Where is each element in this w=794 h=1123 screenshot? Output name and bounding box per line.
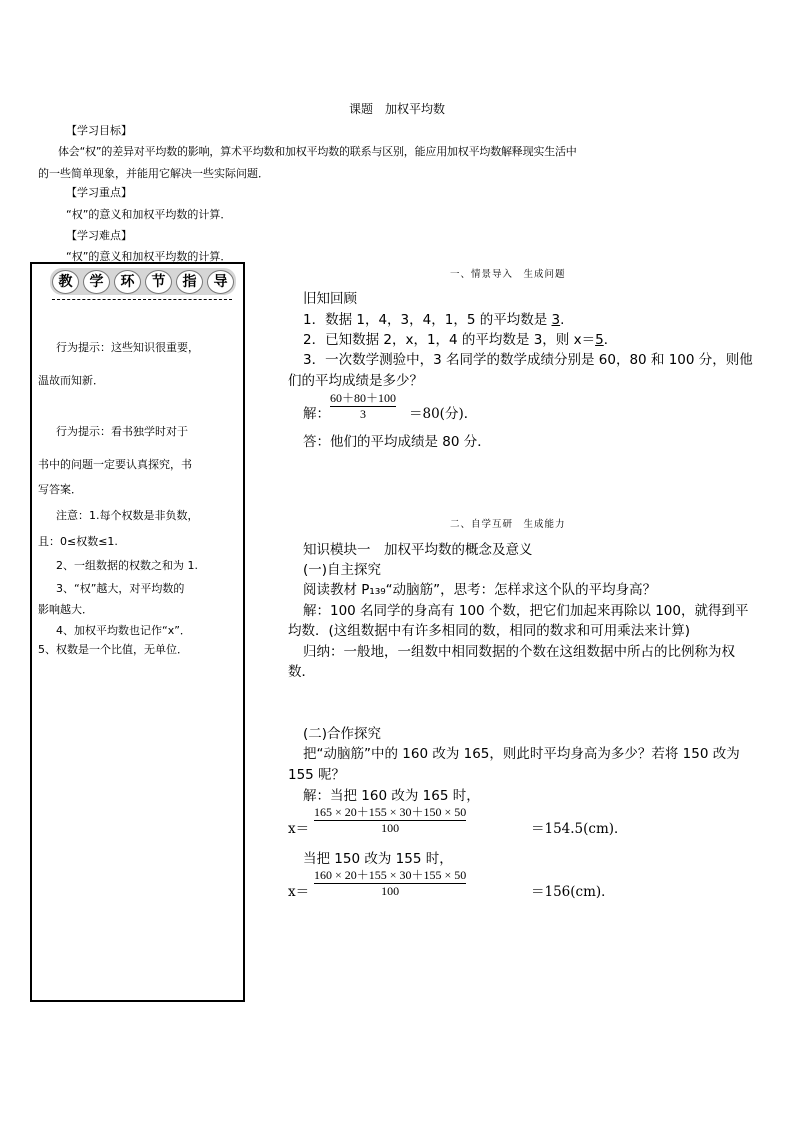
formula2-result: ＝156(cm)． [531,884,615,900]
question-1-answer: 3 [551,312,561,328]
cooperative-solution2: 当把 150 改为 155 时， [303,851,453,867]
formula1-lhs: x＝ [288,821,310,837]
cooperative-line1: 把“动脑筋”中的 160 改为 165，则此时平均身高为多少？若将 150 改为 [303,746,740,762]
formula1-numerator: 165 × 20＋155 × 30＋150 × 50 [314,805,467,819]
formula2-lhs: x＝ [288,884,310,900]
question-3-line2: 们的平均成绩是多少？ [288,373,423,389]
page-title: 课题 加权平均数 [348,102,445,116]
read-instruction: 阅读教材 P₁₃₉“动脑筋”，思考：怎样求这个队的平均身高？ [303,582,657,598]
banner-char: 指 [176,270,203,294]
question-1 [303,308,564,328]
induction-line1: 归纳：一般地，一组数中相同数据的个数在这组数据中所占的比例称为权 [303,644,735,660]
question-3-line1: 3．一次数学测验中，3 名同学的数学成绩分别是 60，80 和 100 分，则他 [303,352,753,368]
banner-char: 环 [114,270,141,294]
section2-heading: 二、自学互研 生成能力 [450,519,566,530]
note4: 4、加权平均数也记作“x”． [56,624,191,637]
tip1-line2: 温故而知新． [38,374,104,387]
question-1-end: . [560,312,565,328]
question-1-text: 1．数据 1，4，3，4，1，5 的平均数是 [303,312,552,328]
banner-char: 导 [207,270,234,294]
note3-line1: 3、“权”越大，对平均数的 [56,582,185,595]
induction-line2: 数． [288,664,315,680]
part2-label: (二)合作探究 [303,726,382,742]
question-2-answer: 5 [595,332,604,348]
question-2-text: 2．已知数据 2，x，1，4 的平均数是 3，则 x＝ [303,332,596,348]
answer-text: 答：他们的平均成绩是 80 分． [303,434,491,450]
solution-prefix: 解： [303,406,330,422]
fraction-numerator: 60＋80＋100 [330,391,397,405]
sidebar-banner [50,268,236,295]
formula2-denominator: 100 [381,884,400,898]
cooperative-line2: 155 呢？ [288,767,346,783]
solution-line1: 解：100 名同学的身高有 100 个数，把它们加起来再除以 100，就得到平 [303,603,749,619]
banner-char: 节 [145,270,172,294]
solution-fraction [330,392,396,421]
formula1-denominator: 100 [381,821,400,835]
formula1-result: ＝154.5(cm)． [531,821,628,837]
part1-label: (一)自主探究 [303,562,382,578]
difficulties-text: “权”的意义和加权平均数的计算． [66,250,232,263]
formula2-fraction [314,869,466,898]
section1-heading: 一、情景导入 生成问题 [450,269,566,280]
objectives-line1: 体会“权”的差异对平均数的影响，算术平均数和加权平均数的联系与区别，能应用加权平均数解释现实生活中 [58,145,577,158]
note1-line1: 注意：1.每个权数是非负数， [56,509,199,522]
module-title: 知识模块一 加权平均数的概念及意义 [303,542,533,558]
keypoints-heading: 【学习重点】 [66,186,132,199]
objectives-heading: 【学习目标】 [66,124,132,137]
cooperative-solution1: 解：当把 160 改为 165 时， [303,788,480,804]
tip1-line1: 行为提示：这些知识很重要， [56,341,199,354]
note5: 5、权数是一个比值，无单位． [38,643,188,656]
question-2-end: ． [603,332,618,348]
difficulties-heading: 【学习难点】 [66,229,132,242]
tip2-line1: 行为提示：看书独学时对于 [56,425,188,438]
banner-char: 教 [52,270,79,294]
note1-line2: 且：0≤权数≤1. [38,535,118,548]
formula1-fraction [314,806,466,835]
question-2 [303,328,617,348]
fraction-denominator: 3 [360,407,366,421]
banner-char: 学 [83,270,110,294]
tip2-line3: 写答案． [38,483,82,496]
keypoints-text: “权”的意义和加权平均数的计算． [66,208,232,221]
objectives-line2: 的一些简单现象，并能用它解决一些实际问题． [38,167,269,180]
note3-line2: 影响越大． [38,603,93,616]
tip2-line2: 书中的问题一定要认真探究，书 [38,458,192,471]
note2: 2、一组数据的权数之和为 1. [56,559,198,572]
banner-divider [52,299,232,300]
solution-line2: 均数．(这组数据中有许多相同的数，相同的数求和可用乘法来计算) [288,623,691,639]
formula2-numerator: 160 × 20＋155 × 30＋155 × 50 [314,868,467,882]
solution-result: ＝80(分)． [409,406,478,422]
review-label: 旧知回顾 [303,291,357,307]
